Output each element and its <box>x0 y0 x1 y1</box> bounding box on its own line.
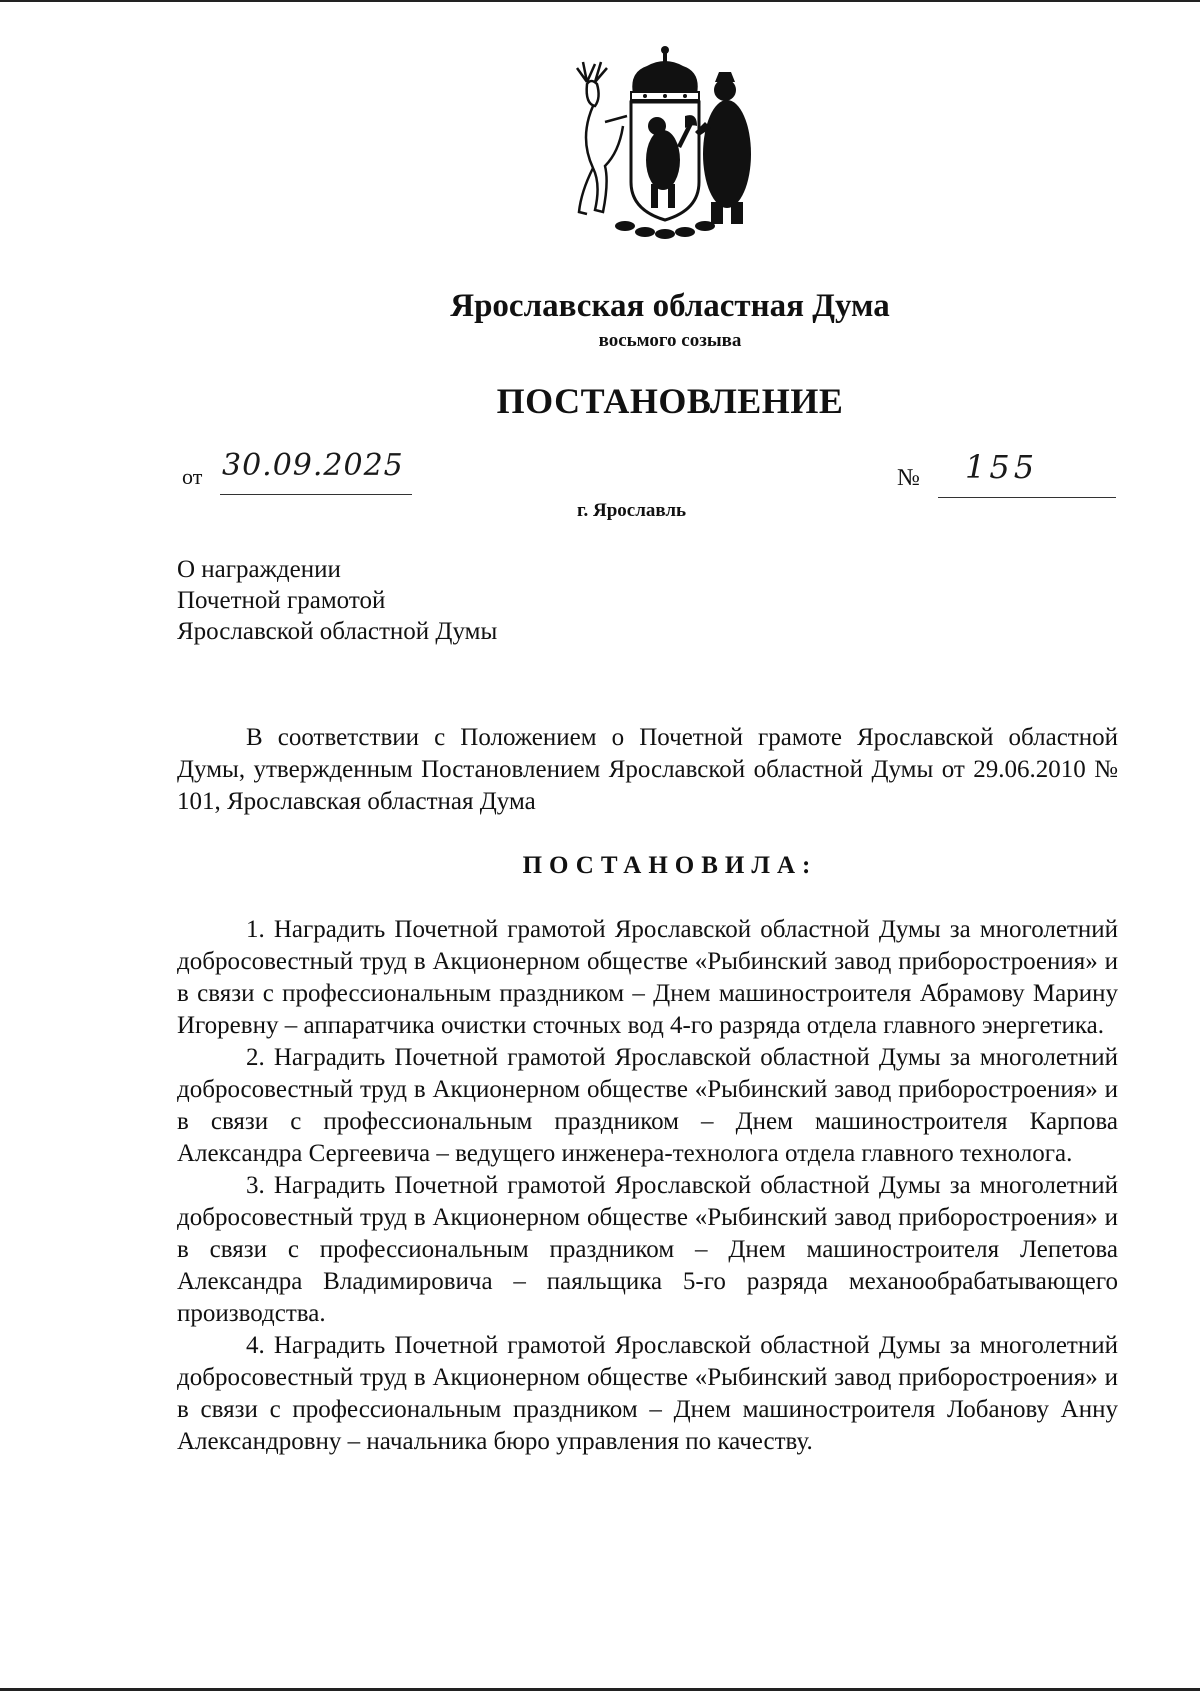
number-underline <box>938 497 1116 498</box>
subject-line: О награждении <box>177 556 341 583</box>
subject-block <box>177 554 497 647</box>
date-label: от <box>182 464 203 489</box>
organization-name: Ярославская областная Дума <box>450 288 890 324</box>
resolution-item: 2. Наградить Почетной грамотой Ярославской областной Думы за многолетний добросовестный труд в Акционерном обществе «Рыбинский завод приборостроения» и в связи с профессиональным праздником – Днем машиностроителя Карпова Александра Сергеевича – ведущего инженера-технолога отдела главного технолога. <box>177 1044 1118 1167</box>
scan-top-border <box>0 0 1200 2</box>
resolution-item: 3. Наградить Почетной грамотой Ярославской областной Думы за многолетний добросовестный труд в Акционерном обществе «Рыбинский завод приборостроения» и в связи с профессиональным праздником – Днем машиностроителя Лепетова Александра Владимировича – паяльщика 5-го разряда механообрабатывающего производства. <box>177 1172 1118 1327</box>
resolution-items <box>177 914 1118 1458</box>
resolution-item: 4. Наградить Почетной грамотой Ярославской областной Думы за многолетний добросовестный труд в Акционерном обществе «Рыбинский завод приборостроения» и в связи с профессиональным праздником – Днем машиностроителя Лобанову Анну Александровну – начальника бюро управления по качеству. <box>177 1332 1118 1455</box>
resolution-item: 1. Наградить Почетной грамотой Ярославской областной Думы за многолетний добросовестный труд в Акционерном обществе «Рыбинский завод приборостроения» и в связи с профессиональным праздником – Днем машиностроителя Абрамову Марину Игоревну – аппаратчика очистки сточных вод 4-го разряда отдела главного энергетика. <box>177 916 1118 1039</box>
number-label: № <box>897 465 920 491</box>
bear-supporter-icon <box>695 72 751 224</box>
crown-icon <box>631 46 699 100</box>
date-underline <box>220 494 412 495</box>
preamble-block <box>177 722 1118 818</box>
city: г. Ярославль <box>577 500 687 521</box>
subject-line: Почетной грамотой <box>177 587 386 614</box>
convocation: восьмого созыва <box>598 330 742 351</box>
coat-of-arms-icon <box>565 42 765 242</box>
scan-bottom-border <box>0 1688 1200 1691</box>
handwritten-date: 30.09.2025 <box>222 448 404 483</box>
document-type: ПОСТАНОВЛЕНИЕ <box>496 381 844 421</box>
resolved-heading: ПОСТАНОВИЛА: <box>522 852 818 879</box>
preamble-paragraph: В соответствии с Положением о Почетной грамоте Ярославской областной Думы, утвержденным Постановлением Ярославской областной Думы от 29.06.2010 № 101, Ярославская областная Дума <box>177 724 1118 815</box>
oak-wreath-icon <box>615 221 715 239</box>
subject-line: Ярославской областной Думы <box>177 618 498 645</box>
handwritten-number: 155 <box>965 448 1039 486</box>
deer-supporter-icon <box>577 62 627 214</box>
